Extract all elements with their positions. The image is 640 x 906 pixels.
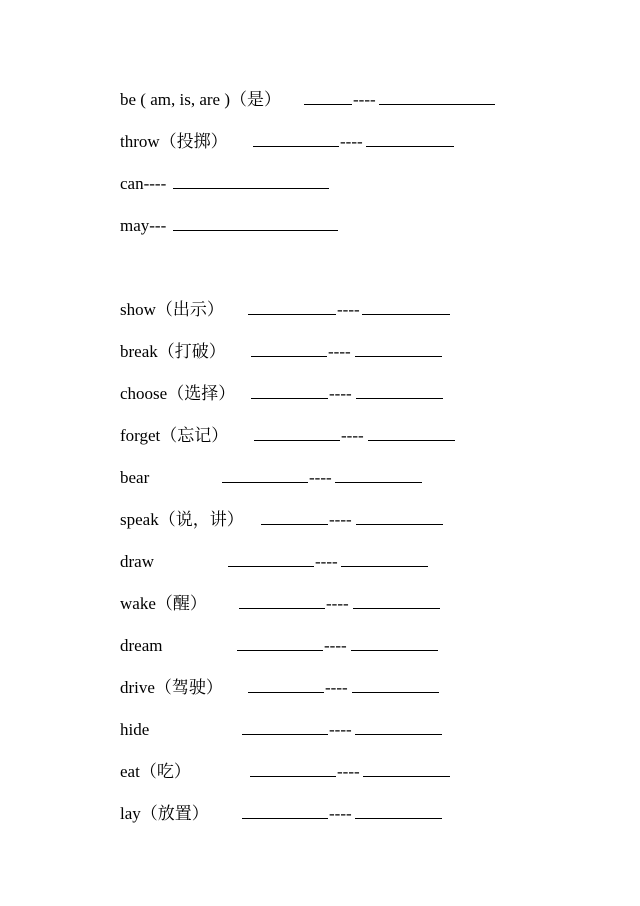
verb-label: can---- <box>120 174 167 193</box>
separator: ---- <box>326 594 349 613</box>
answer-blank-participle[interactable] <box>352 676 439 693</box>
answer-blank-past[interactable] <box>253 130 339 147</box>
answer-blank-past[interactable] <box>251 382 328 399</box>
answer-blank-past[interactable] <box>254 424 340 441</box>
answer-blank-participle[interactable] <box>366 130 454 147</box>
answer-blank-past[interactable] <box>173 172 329 189</box>
separator: ---- <box>315 552 338 571</box>
answer-blank-past[interactable] <box>239 592 325 609</box>
separator: ---- <box>353 90 376 109</box>
separator: ---- <box>324 636 347 655</box>
answer-blank-participle[interactable] <box>368 424 455 441</box>
answer-blank-participle[interactable] <box>335 466 422 483</box>
verb-label: be ( am, is, are )（是） <box>120 90 281 109</box>
verb-label: bear <box>120 468 150 487</box>
verb-label: hide <box>120 720 150 739</box>
verb-label: draw <box>120 552 154 571</box>
separator: ---- <box>325 678 348 697</box>
answer-blank-participle[interactable] <box>353 592 440 609</box>
separator: ---- <box>337 762 360 781</box>
answer-blank-participle[interactable] <box>355 718 442 735</box>
verb-label: speak（说，讲） <box>120 510 244 529</box>
verb-label: drive（驾驶） <box>120 678 223 697</box>
verb-label: wake（醒） <box>120 594 207 613</box>
verb-label: lay（放置） <box>120 804 209 823</box>
separator: ---- <box>329 720 352 739</box>
separator: ---- <box>328 342 351 361</box>
answer-blank-past[interactable] <box>248 298 336 315</box>
answer-blank-past[interactable] <box>250 760 336 777</box>
separator: ---- <box>340 132 363 151</box>
answer-blank-participle[interactable] <box>379 88 495 105</box>
verb-label: dream <box>120 636 163 655</box>
answer-blank-past[interactable] <box>242 718 328 735</box>
verb-label: show（出示） <box>120 300 224 319</box>
answer-blank-past[interactable] <box>251 340 327 357</box>
separator: ---- <box>341 426 364 445</box>
answer-blank-past[interactable] <box>173 214 338 231</box>
separator: ---- <box>329 804 352 823</box>
answer-blank-past[interactable] <box>237 634 323 651</box>
answer-blank-participle[interactable] <box>362 298 450 315</box>
answer-blank-past[interactable] <box>222 466 308 483</box>
answer-blank-past[interactable] <box>242 802 328 819</box>
separator: ---- <box>329 510 352 529</box>
verb-label: eat（吃） <box>120 762 191 781</box>
answer-blank-past[interactable] <box>228 550 314 567</box>
verb-label: choose（选择） <box>120 384 236 403</box>
answer-blank-participle[interactable] <box>356 382 443 399</box>
answer-blank-participle[interactable] <box>363 760 450 777</box>
answer-blank-participle[interactable] <box>341 550 428 567</box>
answer-blank-participle[interactable] <box>355 802 442 819</box>
verb-label: break（打破） <box>120 342 226 361</box>
answer-blank-participle[interactable] <box>356 508 443 525</box>
separator: ---- <box>309 468 332 487</box>
answer-blank-past[interactable] <box>304 88 352 105</box>
verb-label: forget（忘记） <box>120 426 229 445</box>
answer-blank-past[interactable] <box>261 508 328 525</box>
answer-blank-past[interactable] <box>248 676 324 693</box>
verb-label: may--- <box>120 216 167 235</box>
separator: ---- <box>337 300 360 319</box>
answer-blank-participle[interactable] <box>351 634 438 651</box>
verb-label: throw（投掷） <box>120 132 228 151</box>
separator: ---- <box>329 384 352 403</box>
answer-blank-participle[interactable] <box>355 340 442 357</box>
